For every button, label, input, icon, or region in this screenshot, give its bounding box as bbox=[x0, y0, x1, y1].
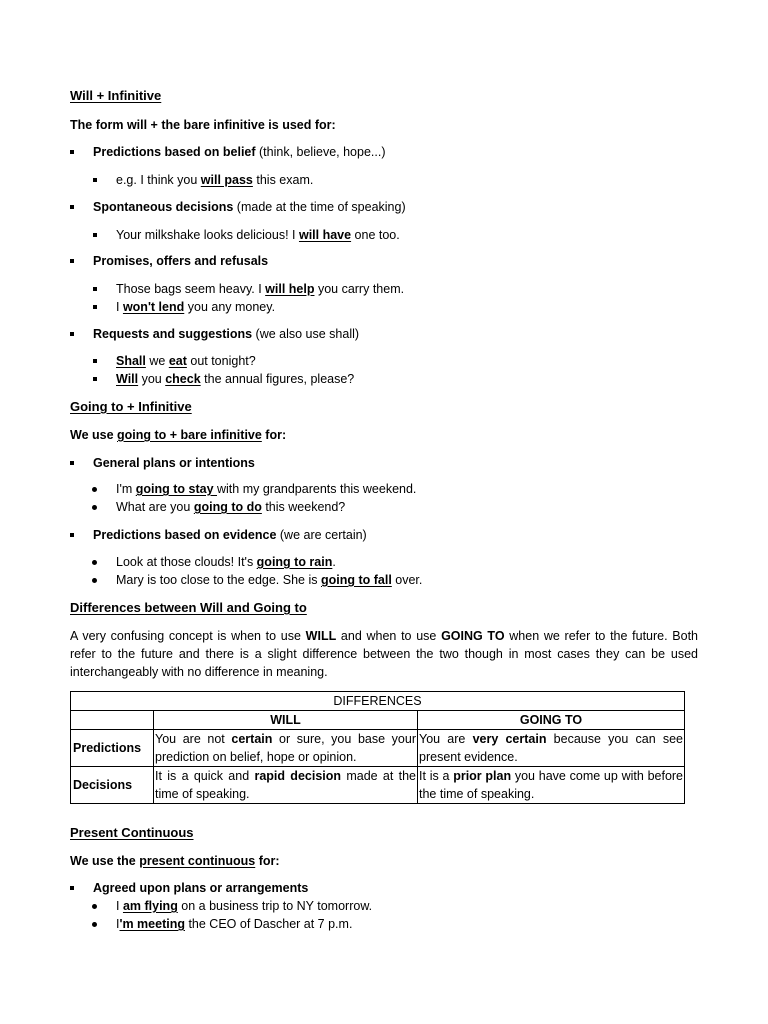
table-cell: You are not certain or sure, you base your prediction on belief, hope or opinion. bbox=[154, 730, 418, 767]
heading-going-to-infinitive: Going to + Infinitive bbox=[70, 399, 192, 414]
round-bullet-icon bbox=[92, 578, 97, 583]
list-item: Spontaneous decisions (made at the time of speaking) bbox=[93, 200, 406, 214]
going-to-intro-text: We use going to + bare infinitive for: bbox=[70, 428, 287, 442]
example-item: e.g. I think you will pass this exam. bbox=[116, 173, 314, 187]
round-bullet-icon bbox=[92, 487, 97, 492]
list-item: Promises, offers and refusals bbox=[93, 254, 269, 268]
table-title: DIFFERENCES bbox=[71, 692, 685, 711]
table-row bbox=[71, 711, 685, 730]
square-bullet-icon bbox=[93, 377, 97, 381]
table-row bbox=[71, 767, 685, 804]
square-bullet-icon bbox=[70, 205, 74, 209]
list-item: Requests and suggestions (we also use shall) bbox=[93, 327, 360, 341]
row-label-decisions: Decisions bbox=[71, 767, 154, 804]
heading-differences: Differences between Will and Going to bbox=[70, 600, 307, 615]
square-bullet-icon bbox=[70, 886, 74, 890]
will-intro-text: The form will + the bare infinitive is used for: bbox=[70, 118, 336, 132]
list-item: Agreed upon plans or arrangements bbox=[93, 881, 309, 895]
example-item: Will you check the annual figures, please? bbox=[116, 372, 355, 386]
list-item: Predictions based on belief (think, believe, hope...) bbox=[93, 145, 386, 159]
column-header-will: WILL bbox=[154, 711, 418, 730]
square-bullet-icon bbox=[70, 150, 74, 154]
example-item: I am flying on a business trip to NY tomorrow. bbox=[116, 899, 373, 913]
table-row bbox=[71, 730, 685, 767]
example-item: I won't lend you any money. bbox=[116, 300, 276, 314]
square-bullet-icon bbox=[70, 259, 74, 263]
example-item: I'm going to stay with my grandparents this weekend. bbox=[116, 482, 417, 496]
present-continuous-intro-text: We use the present continuous for: bbox=[70, 854, 280, 868]
square-bullet-icon bbox=[93, 305, 97, 309]
square-bullet-icon bbox=[93, 287, 97, 291]
example-item: Shall we eat out tonight? bbox=[116, 354, 256, 368]
round-bullet-icon bbox=[92, 904, 97, 909]
column-header-going-to: GOING TO bbox=[418, 711, 685, 730]
round-bullet-icon bbox=[92, 505, 97, 510]
example-item: Those bags seem heavy. I will help you carry them. bbox=[116, 282, 405, 296]
list-item: Predictions based on evidence (we are certain) bbox=[93, 528, 367, 542]
differences-paragraph: A very confusing concept is when to use WILL and when to use GOING TO when we refer to the future. Both refer to the future and there is a slight difference between the two though in most cases they can be used interchangeably with no difference in meaning. bbox=[70, 629, 699, 679]
heading-present-continuous: Present Continuous bbox=[70, 825, 194, 840]
example-item: Your milkshake looks delicious! I will have one too. bbox=[116, 228, 400, 242]
table-row bbox=[71, 692, 685, 711]
row-label-predictions: Predictions bbox=[71, 730, 154, 767]
square-bullet-icon bbox=[70, 533, 74, 537]
square-bullet-icon bbox=[70, 332, 74, 336]
example-item: Mary is too close to the edge. She is going to fall over. bbox=[116, 573, 423, 587]
square-bullet-icon bbox=[70, 461, 74, 465]
square-bullet-icon bbox=[93, 178, 97, 182]
square-bullet-icon bbox=[93, 359, 97, 363]
table-cell: You are very certain because you can see present evidence. bbox=[418, 730, 685, 767]
list-item: General plans or intentions bbox=[93, 456, 255, 470]
square-bullet-icon bbox=[93, 233, 97, 237]
round-bullet-icon bbox=[92, 922, 97, 927]
heading-will-infinitive: Will + Infinitive bbox=[70, 88, 162, 103]
table-cell: It is a quick and rapid decision made at the time of speaking. bbox=[154, 767, 418, 804]
table-cell: It is a prior plan you have come up with before the time of speaking. bbox=[418, 767, 685, 804]
example-item: Look at those clouds! It's going to rain. bbox=[116, 555, 336, 569]
round-bullet-icon bbox=[92, 560, 97, 565]
example-item: What are you going to do this weekend? bbox=[116, 500, 346, 514]
differences-table bbox=[70, 691, 685, 804]
example-item: I'm meeting the CEO of Dascher at 7 p.m. bbox=[116, 917, 353, 931]
table-cell-empty bbox=[71, 711, 154, 730]
